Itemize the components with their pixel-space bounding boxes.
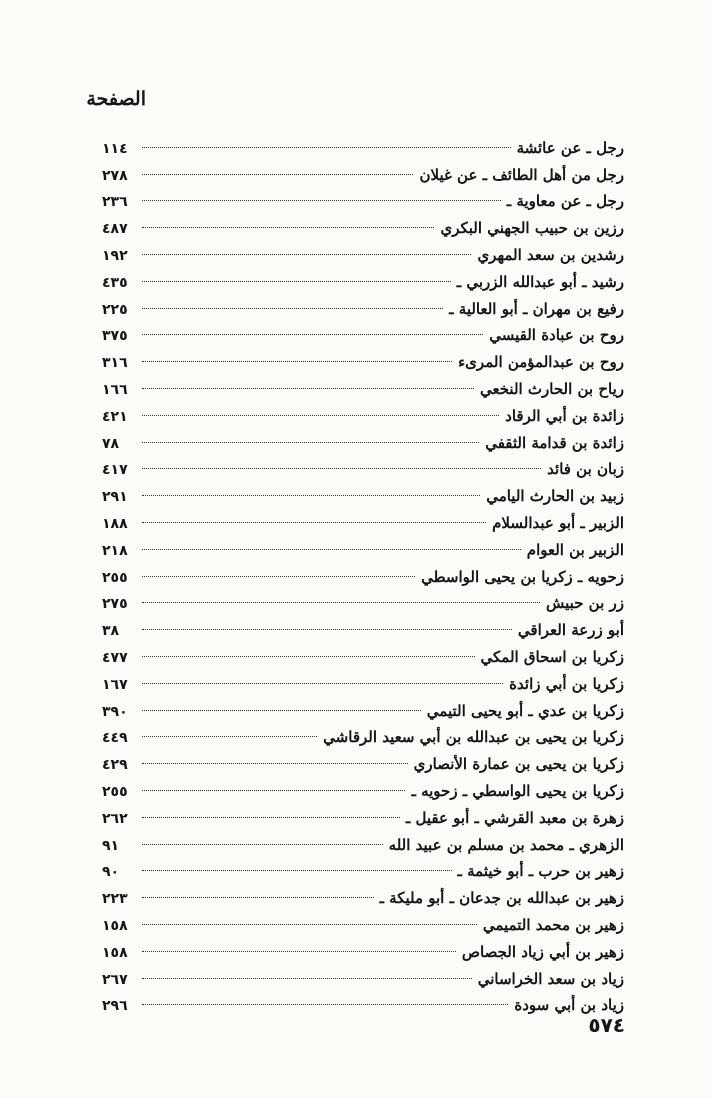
entry-name: زكريا بن عدي ـ أبو يحيى التيمي [426, 701, 624, 720]
entry-page-number: ١٥٨ [102, 944, 128, 961]
index-entry [102, 666, 624, 693]
entry-name: زكريا بن يحيى بن عمارة الأنصاري [413, 755, 624, 774]
index-entry [102, 505, 624, 532]
index-entry [102, 478, 624, 505]
dot-leader [142, 649, 475, 657]
entry-page-number: ٢٣٦ [102, 194, 128, 211]
entry-name: زهير بن عبدالله بن جدعان ـ أبو مليكة ـ [379, 889, 624, 908]
entry-name: زياد بن أبي سودة [514, 996, 624, 1015]
index-entry [102, 344, 624, 371]
dot-leader [142, 917, 477, 925]
entry-page-number: ١٦٦ [102, 381, 128, 398]
dot-leader [142, 944, 456, 952]
entry-page-number: ١٦٧ [102, 676, 128, 693]
index-entry [102, 907, 624, 934]
entry-name: روح بن عبدالمؤمن المرىء [458, 353, 624, 372]
entry-page-number: ٣٧٥ [102, 328, 128, 345]
dot-leader [142, 890, 374, 898]
page-column-header: الصفحة [86, 88, 146, 110]
entry-name: زر بن حبيش [546, 594, 624, 613]
entry-name: رشدين بن سعد المهري [477, 245, 624, 264]
entry-name: أبو زرعة العراقي [517, 621, 624, 640]
entry-page-number: ٣١٦ [102, 355, 128, 372]
dot-leader [142, 247, 471, 255]
dot-leader [142, 193, 501, 201]
entry-page-number: ٩١ [102, 837, 120, 854]
entry-page-number: ٢١٨ [102, 542, 128, 559]
entry-name: الزهري ـ محمد بن مسلم بن عبيد الله [388, 835, 624, 854]
dot-leader [142, 301, 443, 309]
index-entry [102, 184, 624, 211]
dot-leader [142, 783, 405, 791]
dot-leader [142, 810, 400, 818]
entry-page-number: ٤١٧ [102, 462, 128, 479]
entry-page-number: ٢٢٣ [102, 891, 128, 908]
entry-page-number: ١٨٨ [102, 515, 128, 532]
entry-name: روح بن عبادة القيسي [489, 326, 624, 345]
entry-name: رياح بن الحارث النخعي [480, 379, 624, 398]
index-entry [102, 532, 624, 559]
entry-name: زهير بن حرب ـ أبو خيثمة ـ [457, 862, 624, 881]
index-entry [102, 130, 624, 157]
entry-page-number: ٢٧٨ [102, 167, 128, 184]
entry-page-number: ٤٢١ [102, 408, 128, 425]
entry-name: زكريا بن يحيى بن عبدالله بن أبي سعيد الرقاشي [323, 728, 624, 747]
index-entry [102, 854, 624, 881]
entry-page-number: ٧٨ [102, 435, 120, 452]
entry-name: زبان بن فائد [547, 460, 624, 479]
index-list [102, 130, 624, 1014]
dot-leader [142, 729, 317, 737]
entry-page-number: ١٩٢ [102, 247, 128, 264]
entry-page-number: ٢٥٥ [102, 569, 128, 586]
entry-name: زكريا بن أبي زائدة [509, 674, 624, 693]
entry-page-number: ٤٣٥ [102, 274, 128, 291]
entry-page-number: ٢٧٥ [102, 596, 128, 613]
entry-name: زائدة بن أبي الرقاد [505, 406, 624, 425]
entry-page-number: ٤٨٧ [102, 221, 128, 238]
index-entry [102, 773, 624, 800]
entry-name: زهرة بن معبد القرشي ـ أبو عقيل ـ [405, 808, 624, 827]
dot-leader [142, 703, 421, 711]
entry-page-number: ١٥٨ [102, 917, 128, 934]
entry-page-number: ٢٩١ [102, 489, 128, 506]
dot-leader [142, 488, 480, 496]
entry-name: زياد بن سعد الخراساني [477, 969, 624, 988]
dot-leader [142, 515, 486, 523]
entry-name: زكريا بن اسحاق المكي [480, 647, 624, 666]
index-entry [102, 398, 624, 425]
entry-name: رجل ـ عن معاوية ـ [506, 192, 624, 211]
entry-page-number: ٢٦٢ [102, 810, 128, 827]
index-entry [102, 452, 624, 479]
entry-name: رجل من أهل الطائف ـ عن غيلان [419, 165, 624, 184]
entry-name: رفيع بن مهران ـ أبو العالية ـ [449, 299, 624, 318]
entry-page-number: ٢٦٧ [102, 971, 128, 988]
index-entry [102, 559, 624, 586]
dot-leader [142, 863, 452, 871]
entry-page-number: ٣٨ [102, 623, 120, 640]
dot-leader [142, 971, 472, 979]
entry-page-number: ٢٩٦ [102, 998, 128, 1015]
dot-leader [142, 837, 383, 845]
entry-name: الزبير ـ أبو عبدالسلام [492, 513, 624, 532]
index-entry [102, 425, 624, 452]
entry-name: رزين بن حبيب الجهني البكري [440, 219, 624, 238]
entry-name: الزبير بن العوام [526, 540, 624, 559]
index-entry [102, 746, 624, 773]
index-entry [102, 934, 624, 961]
index-entry [102, 961, 624, 988]
index-entry [102, 586, 624, 613]
index-entry [102, 264, 624, 291]
dot-leader [142, 461, 541, 469]
dot-leader [142, 997, 508, 1005]
index-entry [102, 210, 624, 237]
entry-page-number: ١١٤ [102, 140, 128, 157]
index-entry [102, 318, 624, 345]
page-number: ٥٧٤ [588, 1013, 625, 1037]
dot-leader [142, 274, 451, 282]
entry-name: زكريا بن يحيى الواسطي ـ زحويه ـ [411, 781, 624, 800]
index-entry [102, 612, 624, 639]
index-entry [102, 237, 624, 264]
dot-leader [142, 542, 521, 550]
entry-name: زحويه ـ زكريا بن يحيى الواسطي [421, 567, 624, 586]
entry-name: زهير بن أبي زياد الجصاص [461, 942, 624, 961]
index-entry [102, 880, 624, 907]
entry-page-number: ٢٢٥ [102, 301, 128, 318]
dot-leader [142, 220, 434, 228]
dot-leader [142, 435, 479, 443]
dot-leader [142, 569, 415, 577]
index-entry [102, 693, 624, 720]
entry-name: رجل ـ عن عائشة [516, 138, 624, 157]
entry-page-number: ٤٢٩ [102, 757, 128, 774]
index-entry [102, 988, 624, 1015]
index-entry [102, 639, 624, 666]
dot-leader [142, 622, 512, 630]
index-entry [102, 371, 624, 398]
entry-name: زائدة بن قدامة الثقفي [485, 433, 624, 452]
dot-leader [142, 327, 483, 335]
entry-name: رشيد ـ أبو عبدالله الزربي ـ [456, 272, 624, 291]
dot-leader [142, 354, 452, 362]
dot-leader [142, 408, 499, 416]
index-entry [102, 827, 624, 854]
entry-name: زبيد بن الحارث اليامي [486, 487, 624, 506]
entry-name: زهير بن محمد التميمي [482, 915, 624, 934]
dot-leader [142, 381, 474, 389]
index-entry [102, 157, 624, 184]
entry-page-number: ٣٩٠ [102, 703, 128, 720]
index-entry [102, 720, 624, 747]
index-entry [102, 291, 624, 318]
dot-leader [142, 756, 408, 764]
entry-page-number: ٢٥٥ [102, 783, 128, 800]
dot-leader [142, 167, 413, 175]
entry-page-number: ٤٤٩ [102, 730, 128, 747]
dot-leader [142, 676, 503, 684]
entry-page-number: ٩٠ [102, 864, 120, 881]
dot-leader [142, 595, 540, 603]
dot-leader [142, 140, 511, 148]
entry-page-number: ٤٧٧ [102, 649, 128, 666]
index-entry [102, 800, 624, 827]
